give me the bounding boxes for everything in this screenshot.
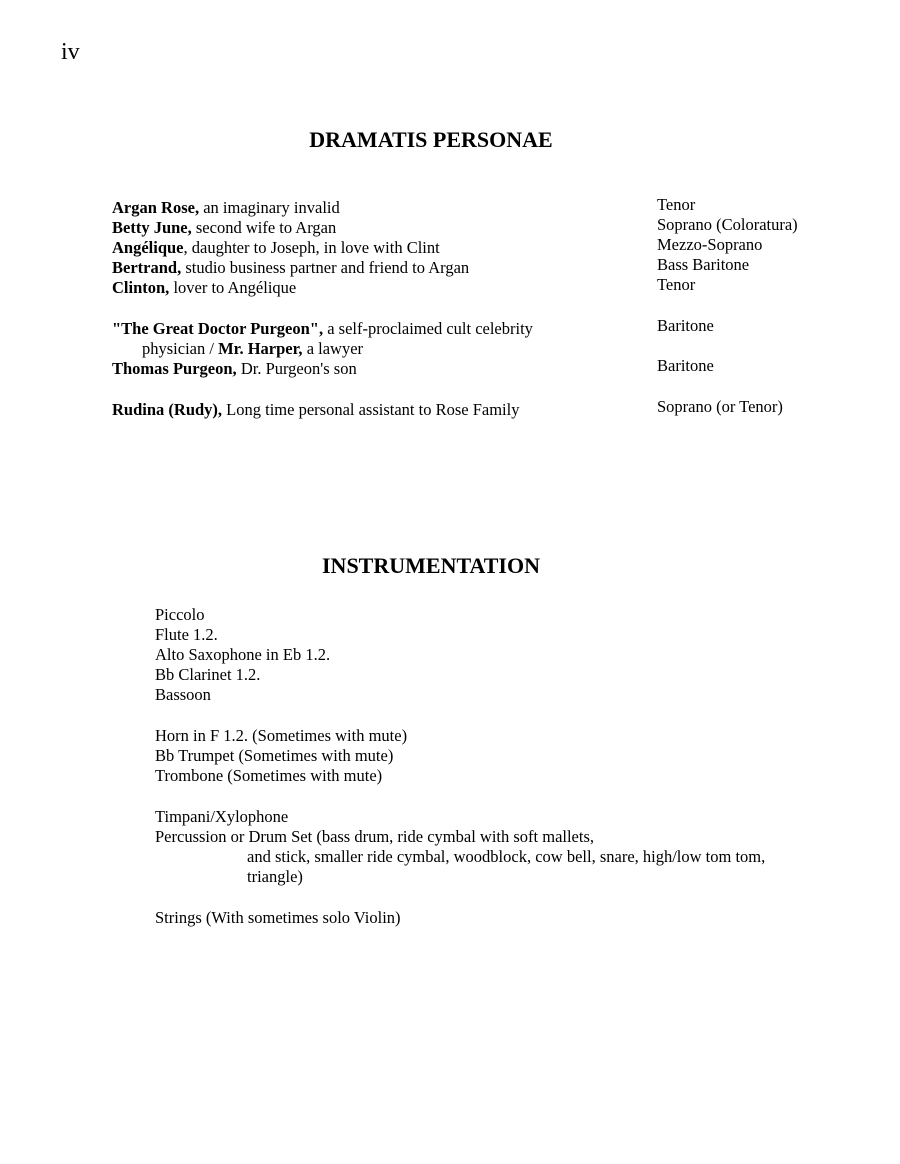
instrument-line: Piccolo	[155, 605, 205, 624]
role-clinton	[112, 278, 296, 298]
voice-type: Tenor	[657, 275, 696, 294]
role-betty-june	[112, 218, 336, 238]
role-rudina	[112, 400, 519, 420]
role-description: Dr. Purgeon's son	[236, 359, 357, 378]
role-description: studio business partner and friend to Argan	[181, 258, 470, 277]
role-name: Angélique	[112, 238, 184, 257]
instrument-line: Percussion or Drum Set (bass drum, ride cymbal with soft mallets,	[155, 827, 595, 846]
role-description: Long time personal assistant to Rose Family	[222, 400, 520, 419]
role-bertrand	[112, 258, 469, 278]
page-number: iv	[61, 39, 80, 65]
instrument-line: Horn in F 1.2. (Sometimes with mute)	[155, 726, 408, 745]
role-description-suffix: a lawyer	[302, 339, 364, 358]
voice-type: Soprano (Coloratura)	[657, 215, 798, 234]
instrument-line: Bb Clarinet 1.2.	[155, 665, 261, 684]
role-name: Argan Rose,	[112, 198, 200, 217]
role-name: Clinton,	[112, 278, 170, 297]
voice-type: Baritone	[657, 356, 714, 375]
role-angelique	[112, 238, 440, 258]
voice-type: Baritone	[657, 316, 714, 335]
role-name: "The Great Doctor Purgeon",	[112, 319, 324, 338]
role-description-continued	[112, 339, 363, 358]
voice-type: Bass Baritone	[657, 255, 750, 274]
role-description: an imaginary invalid	[199, 198, 340, 217]
voice-type: Tenor	[657, 195, 696, 214]
voice-type: Mezzo-Soprano	[657, 235, 763, 254]
role-description: a self-proclaimed cult celebrity	[323, 319, 533, 338]
role-doctor-purgeon	[112, 319, 533, 359]
role-name-secondary: Mr. Harper,	[218, 339, 303, 358]
voice-type: Soprano (or Tenor)	[657, 397, 783, 416]
instrument-line: Alto Saxophone in Eb 1.2.	[155, 645, 331, 664]
role-thomas-purgeon	[112, 359, 357, 379]
instrument-line: Flute 1.2.	[155, 625, 218, 644]
instrument-line: Strings (With sometimes solo Violin)	[155, 908, 401, 927]
instrument-line-continued: triangle)	[247, 867, 303, 886]
dramatis-personae-heading: DRAMATIS PERSONAE	[309, 127, 553, 152]
role-description: lover to Angélique	[169, 278, 297, 297]
role-description: second wife to Argan	[191, 218, 337, 237]
instrument-line: Timpani/Xylophone	[155, 807, 289, 826]
role-name: Betty June,	[112, 218, 192, 237]
role-description: , daughter to Joseph, in love with Clint	[183, 238, 440, 257]
role-name: Rudina (Rudy),	[112, 400, 223, 419]
instrument-line: Trombone (Sometimes with mute)	[155, 766, 383, 785]
instrument-line-continued: and stick, smaller ride cymbal, woodblock, cow bell, snare, high/low tom tom,	[247, 847, 766, 866]
role-name: Bertrand,	[112, 258, 182, 277]
role-name: Thomas Purgeon,	[112, 359, 237, 378]
instrumentation-heading: INSTRUMENTATION	[322, 553, 540, 578]
role-argan-rose	[112, 198, 340, 218]
instrument-line: Bb Trumpet (Sometimes with mute)	[155, 746, 394, 765]
role-description-prefix: physician /	[142, 339, 219, 358]
instrument-line: Bassoon	[155, 685, 211, 704]
